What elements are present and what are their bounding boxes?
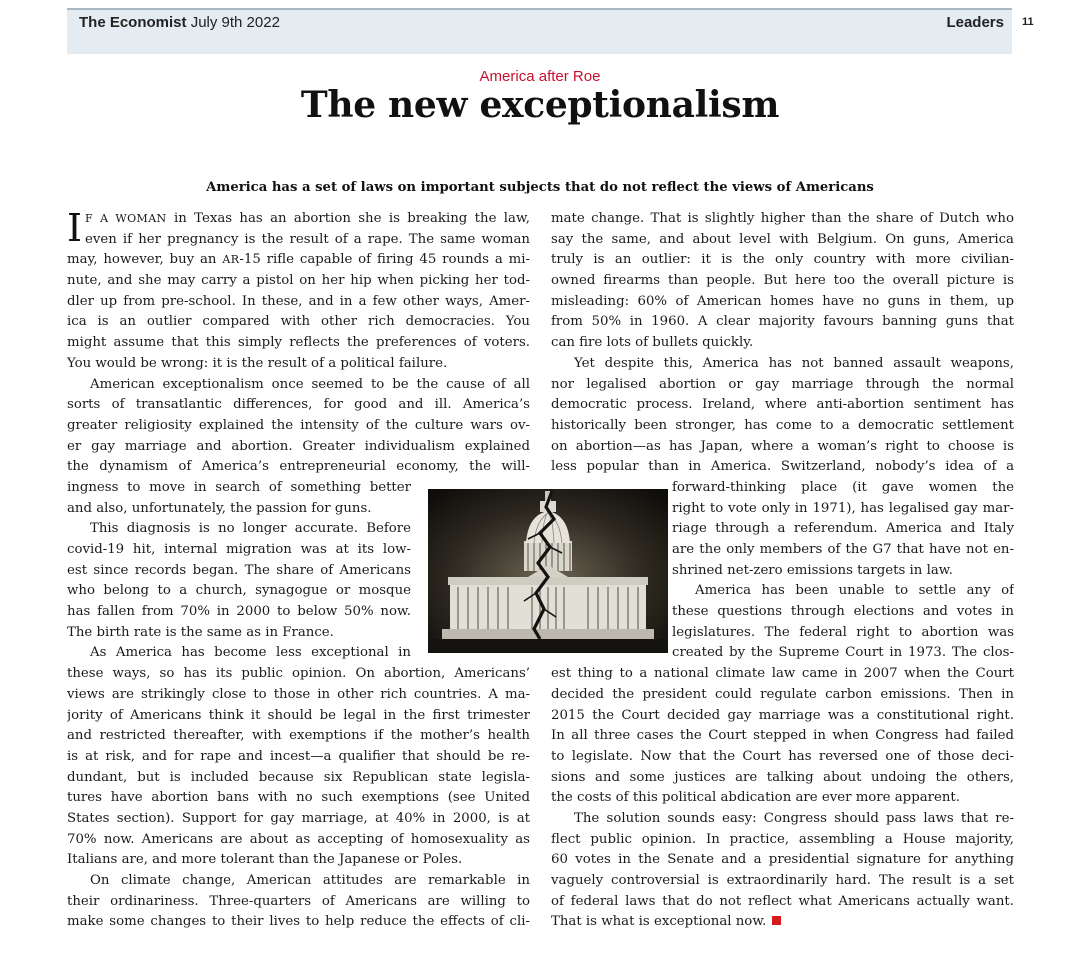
text-line: are the only members of the G7 that have not en- <box>672 542 1014 557</box>
text-line: forward-thinking place (it gave women the <box>672 479 1014 495</box>
text-line: these questions through elections and votes in <box>672 604 1014 620</box>
text-line: ingness to move in search of something better <box>67 479 411 495</box>
issue-date: July 9th 2022 <box>190 14 280 31</box>
text-line: the costs of this political abdication are ever more apparent. <box>551 790 960 806</box>
text-line: In all three cases the Court stepped in when Congress had failed <box>551 728 1014 744</box>
text-line: truly is an outlier: it is the only country with more civilian- <box>551 252 1014 268</box>
text-line: dundant, but is included because six Republican state legisla- <box>67 769 530 785</box>
text-line: may, however, buy an AR-15 rifle capable of firing 45 rounds a mi- <box>67 252 530 268</box>
text-line: owned firearms than people. But here too the overall picture is <box>551 273 1014 289</box>
text-line: dler up from pre-school. In these, and in a few other ways, Amer- <box>67 293 530 309</box>
text-line: legislatures. The federal right to abortion was <box>672 624 1014 640</box>
text-line: sorts of transatlantic differences, for good and ill. America’s <box>67 397 530 413</box>
text-line: of federal laws that do not reflect what Americans actually want. <box>551 893 1014 909</box>
text-line: these ways, so has its public opinion. On abortion, Americans’ <box>67 666 530 682</box>
text-line: vaguely controversial is extraordinarily hard. The result is a set <box>551 873 1014 888</box>
text-line: nute, and she may carry a pistol on her hip when picking her tod- <box>67 273 530 289</box>
text-line: democratic process. Ireland, where anti-abortion sentiment has <box>551 397 1014 413</box>
text-line: Yet despite this, America has not banned assault weapons, <box>574 355 1014 371</box>
text-line: views are strikingly close to those in other rich countries. A ma- <box>67 686 530 702</box>
text-line: est thing to a national climate law came in 2007 when the Court <box>551 666 1014 682</box>
ground <box>428 639 668 653</box>
cracked-capitol-dome-illustration <box>428 489 668 653</box>
text-line: shrined net-zero emissions targets in law. <box>672 562 953 578</box>
text-line: On climate change, American attitudes are remarkable in <box>90 873 530 888</box>
text-line: This diagnosis is no longer accurate. Before <box>90 521 411 537</box>
article-headline: The new exceptionalism <box>300 84 780 126</box>
text-line: covid-19 hit, internal migration was at its low- <box>67 542 411 557</box>
text-line <box>551 912 1014 933</box>
article-rubric: America after Roe <box>479 68 601 85</box>
text-line: riage through a referendum. America and Italy <box>672 521 1014 537</box>
text-line: As America has become less exceptional in <box>90 645 411 661</box>
text-line: created by the Supreme Court in 1973. The clos- <box>672 645 1014 661</box>
text-line: greater religiosity explained the intensity of the culture wars ov- <box>67 417 530 433</box>
end-mark-icon <box>772 916 781 925</box>
text-line: their ordinariness. Three-quarters of Americans are willing to <box>67 893 530 909</box>
text-line: has fallen from 70% in 2000 to below 50% now. <box>67 604 411 620</box>
text-line: sions and some justices are talking about undoing the others, <box>551 769 1014 785</box>
steps <box>442 629 654 639</box>
capitol-illustration-svg <box>428 489 668 653</box>
text-line: The birth rate is the same as in France. <box>67 624 334 640</box>
text-line: est since records began. The share of Americans <box>67 562 411 578</box>
text-line: decided the president could regulate carbon emissions. Then in <box>551 686 1014 702</box>
section-name: Leaders <box>946 14 1004 31</box>
text-line: jority of Americans think it should be legal in the first trimester <box>67 707 530 723</box>
text-line: the dynamism of America’s entrepreneurial economy, the will- <box>67 459 530 475</box>
text-line: tures have abortion bans with no such exemptions (see United <box>67 790 530 806</box>
text-line: misleading: 60% of American homes have no guns in them, up <box>551 293 1014 309</box>
text-line: make some changes to their lives to help reduce the effects of cli- <box>67 914 530 930</box>
text-line: America has been unable to settle any of <box>695 583 1014 599</box>
text-line: historically been stronger, has come to a democratic settlement <box>551 417 1014 433</box>
text-line: mate change. That is slightly higher than the share of Dutch who <box>551 211 1014 226</box>
article-standfirst: America has a set of laws on important subjects that do not reflect the views of Americans <box>206 180 874 195</box>
text-line: can fire lots of bullets quickly. <box>551 335 754 351</box>
text-line: right to vote only in 1971), has legalised gay mar- <box>672 500 1014 516</box>
closing-sentence: That is what is exceptional now. <box>551 914 767 930</box>
text-line: is at risk, and for rape and incest—a qualifier that should be re- <box>67 748 530 764</box>
text-line: nor legalised abortion or gay marriage through the normal <box>551 376 1014 392</box>
text-line: say the same, and about level with Belgium. On guns, America <box>551 231 1014 247</box>
text-line: American exceptionalism once seemed to be the cause of all <box>90 376 530 392</box>
text-line: The solution sounds easy: Congress should pass laws that re- <box>574 810 1014 826</box>
text-line: even if her pregnancy is the result of a rape. The same woman <box>85 231 530 247</box>
text-line: might assume that this simply reflects the preferences of voters. <box>67 335 530 351</box>
text-line: ica is an outlier compared with other rich democracies. You <box>67 314 530 330</box>
text-line: who belong to a church, synagogue or mosque <box>67 583 411 599</box>
text-line: on abortion—as has Japan, where a woman’s right to choose is <box>551 438 1014 454</box>
text-line: 70% now. Americans are about as accepting of homosexuality as <box>67 831 530 847</box>
text-line: States section). Support for gay marriage, at 40% in 2000, is at <box>67 810 530 826</box>
page-number: 11 <box>1022 16 1034 28</box>
text-line: to legislate. Now that the Court has reversed one of those deci- <box>551 748 1014 764</box>
text-line: 60 votes in the Senate and a presidential signature for anything <box>551 852 1014 868</box>
text-line: Italians are, and more tolerant than the Japanese or Poles. <box>67 852 463 868</box>
text-line: less popular than in America. Switzerland, nobody’s idea of a <box>551 459 1014 475</box>
publication-date <box>79 14 280 31</box>
drop-cap: I <box>67 206 83 250</box>
text-line: 2015 the Court decided gay marriage was a constitutional right. <box>551 707 1014 723</box>
text-line: flect public opinion. In practice, assembling a House majority, <box>551 831 1014 847</box>
text-line: er gay marriage and abortion. Greater individualism explained <box>67 438 530 454</box>
text-line: and restricted thereafter, with exemptions if the mother’s health <box>67 728 530 744</box>
text-line: and also, unfortunately, the passion for guns. <box>67 500 372 516</box>
text-line: You would be wrong: it is the result of a political failure. <box>67 355 448 371</box>
publication-name: The Economist <box>79 14 187 31</box>
text-line: F A WOMAN in Texas has an abortion she is breaking the law, <box>85 211 530 226</box>
running-header <box>67 8 1012 54</box>
text-line: from 50% in 1960. A clear majority favours banning guns that <box>551 314 1014 330</box>
